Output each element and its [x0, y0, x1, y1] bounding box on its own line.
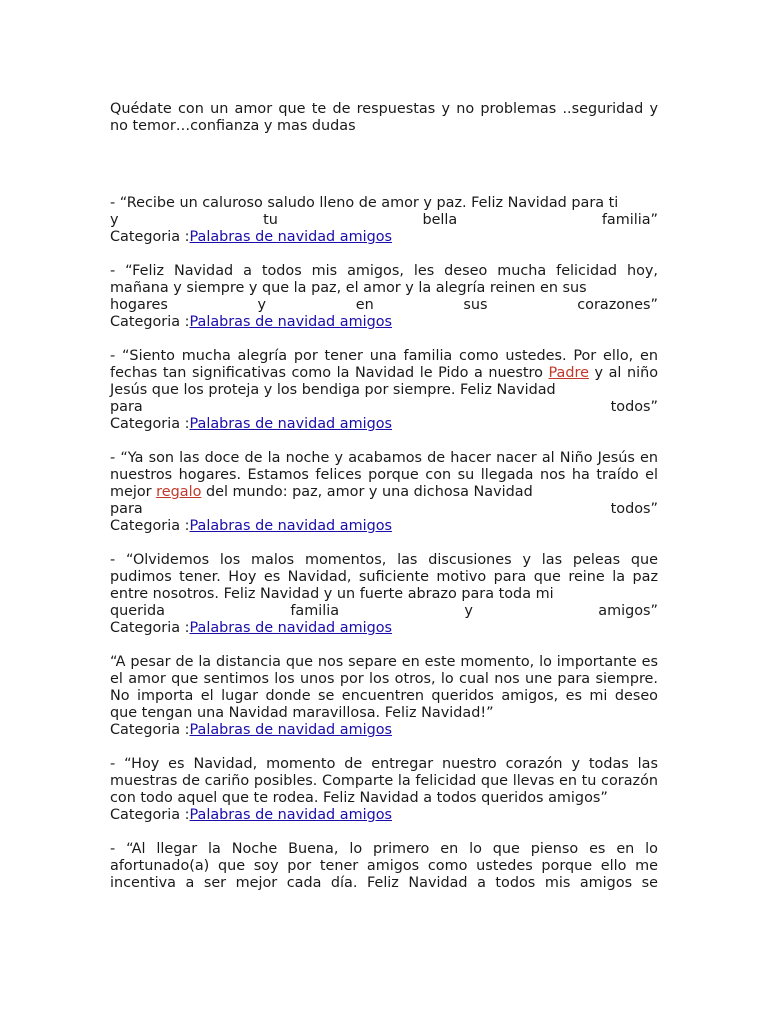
- category-line: [110, 722, 658, 739]
- message-entry-3: [110, 348, 658, 433]
- category-label: Categoria :: [110, 416, 190, 432]
- message-entry-8: [110, 841, 658, 892]
- document-page: [110, 101, 658, 909]
- category-link[interactable]: Palabras de navidad amigos: [189, 518, 393, 534]
- message-text: - “Al llegar la Noche Buena, lo primero en lo que pienso es en lo afortunado(a) que soy por tener amigos como ustedes porque ello me incentiva a ser mejor cada día. Feliz Navidad a todos mis amigos se: [110, 841, 658, 891]
- padre-link[interactable]: Padre: [548, 365, 589, 381]
- category-label: Categoria :: [110, 314, 190, 330]
- message-text: - “Ya son las doce de la noche y acabamos de hacer nacer al Niño Jesús en nuestros hogares. Estamos felices porque con su llegada nos ha traído el mejor regalo del mundo: paz, amor y una dichosa Navidad: [110, 450, 658, 500]
- message-text-last-line: querida familia y amigos”: [110, 603, 658, 619]
- category-link[interactable]: Palabras de navidad amigos: [189, 807, 393, 823]
- message-entry-4: [110, 450, 658, 535]
- message-entry-2: [110, 263, 658, 331]
- message-text: - “Hoy es Navidad, momento de entregar nuestro corazón y todas las muestras de cariño posibles. Comparte la felicidad que llevas en tu corazón con todo aquel que te rodea. Feliz Navidad a todos queridos amigos”: [110, 756, 658, 806]
- message-text: - “Recibe un caluroso saludo lleno de amor y paz. Feliz Navidad para ti: [110, 195, 619, 211]
- message-entry-7: [110, 756, 658, 824]
- category-line: [110, 620, 658, 637]
- message-text-last-line: hogares y en sus corazones”: [110, 297, 658, 313]
- message-text: “A pesar de la distancia que nos separe en este momento, lo importante es el amor que sentimos los unos por los otros, lo cual nos une para siempre. No importa el lugar donde se encuentren queridos amigos, es mi deseo que tengan una Navidad maravillosa. Feliz Navidad!”: [110, 654, 658, 721]
- category-label: Categoria :: [110, 229, 190, 245]
- message-entry-1: [110, 195, 658, 246]
- category-link[interactable]: Palabras de navidad amigos: [189, 620, 393, 636]
- category-link[interactable]: Palabras de navidad amigos: [189, 314, 393, 330]
- message-text: - “Siento mucha alegría por tener una familia como ustedes. Por ello, en fechas tan significativas como la Navidad le Pido a nuestro Padre y al niño Jesús que los proteja y los bendiga por siempre. Feliz Navidad: [110, 348, 658, 398]
- category-link[interactable]: Palabras de navidad amigos: [189, 416, 393, 432]
- message-text-last-line: para todos”: [110, 501, 658, 517]
- message-entry-6: [110, 654, 658, 739]
- category-line: [110, 807, 658, 824]
- message-text-last-line: y tu bella familia”: [110, 212, 658, 228]
- category-label: Categoria :: [110, 807, 190, 823]
- category-label: Categoria :: [110, 620, 190, 636]
- category-label: Categoria :: [110, 722, 190, 738]
- category-link[interactable]: Palabras de navidad amigos: [189, 722, 393, 738]
- message-entry-5: [110, 552, 658, 637]
- category-line: [110, 314, 658, 331]
- message-text: - “Olvidemos los malos momentos, las discusiones y las peleas que pudimos tener. Hoy es Navidad, suficiente motivo para que reine la paz entre nosotros. Feliz Navidad y un fuerte abrazo para toda mi: [110, 552, 658, 602]
- regalo-link[interactable]: regalo: [156, 484, 202, 500]
- category-line: [110, 518, 658, 535]
- category-label: Categoria :: [110, 518, 190, 534]
- message-text: - “Feliz Navidad a todos mis amigos, les deseo mucha felicidad hoy, mañana y siempre y que la paz, el amor y la alegría reinen en sus: [110, 263, 658, 296]
- category-line: [110, 416, 658, 433]
- category-line: [110, 229, 658, 246]
- intro-paragraph: Quédate con un amor que te de respuestas y no problemas ..seguridad y no temor…confianza y mas dudas: [110, 101, 658, 134]
- message-text-last-line: para todos”: [110, 399, 658, 415]
- category-link[interactable]: Palabras de navidad amigos: [189, 229, 393, 245]
